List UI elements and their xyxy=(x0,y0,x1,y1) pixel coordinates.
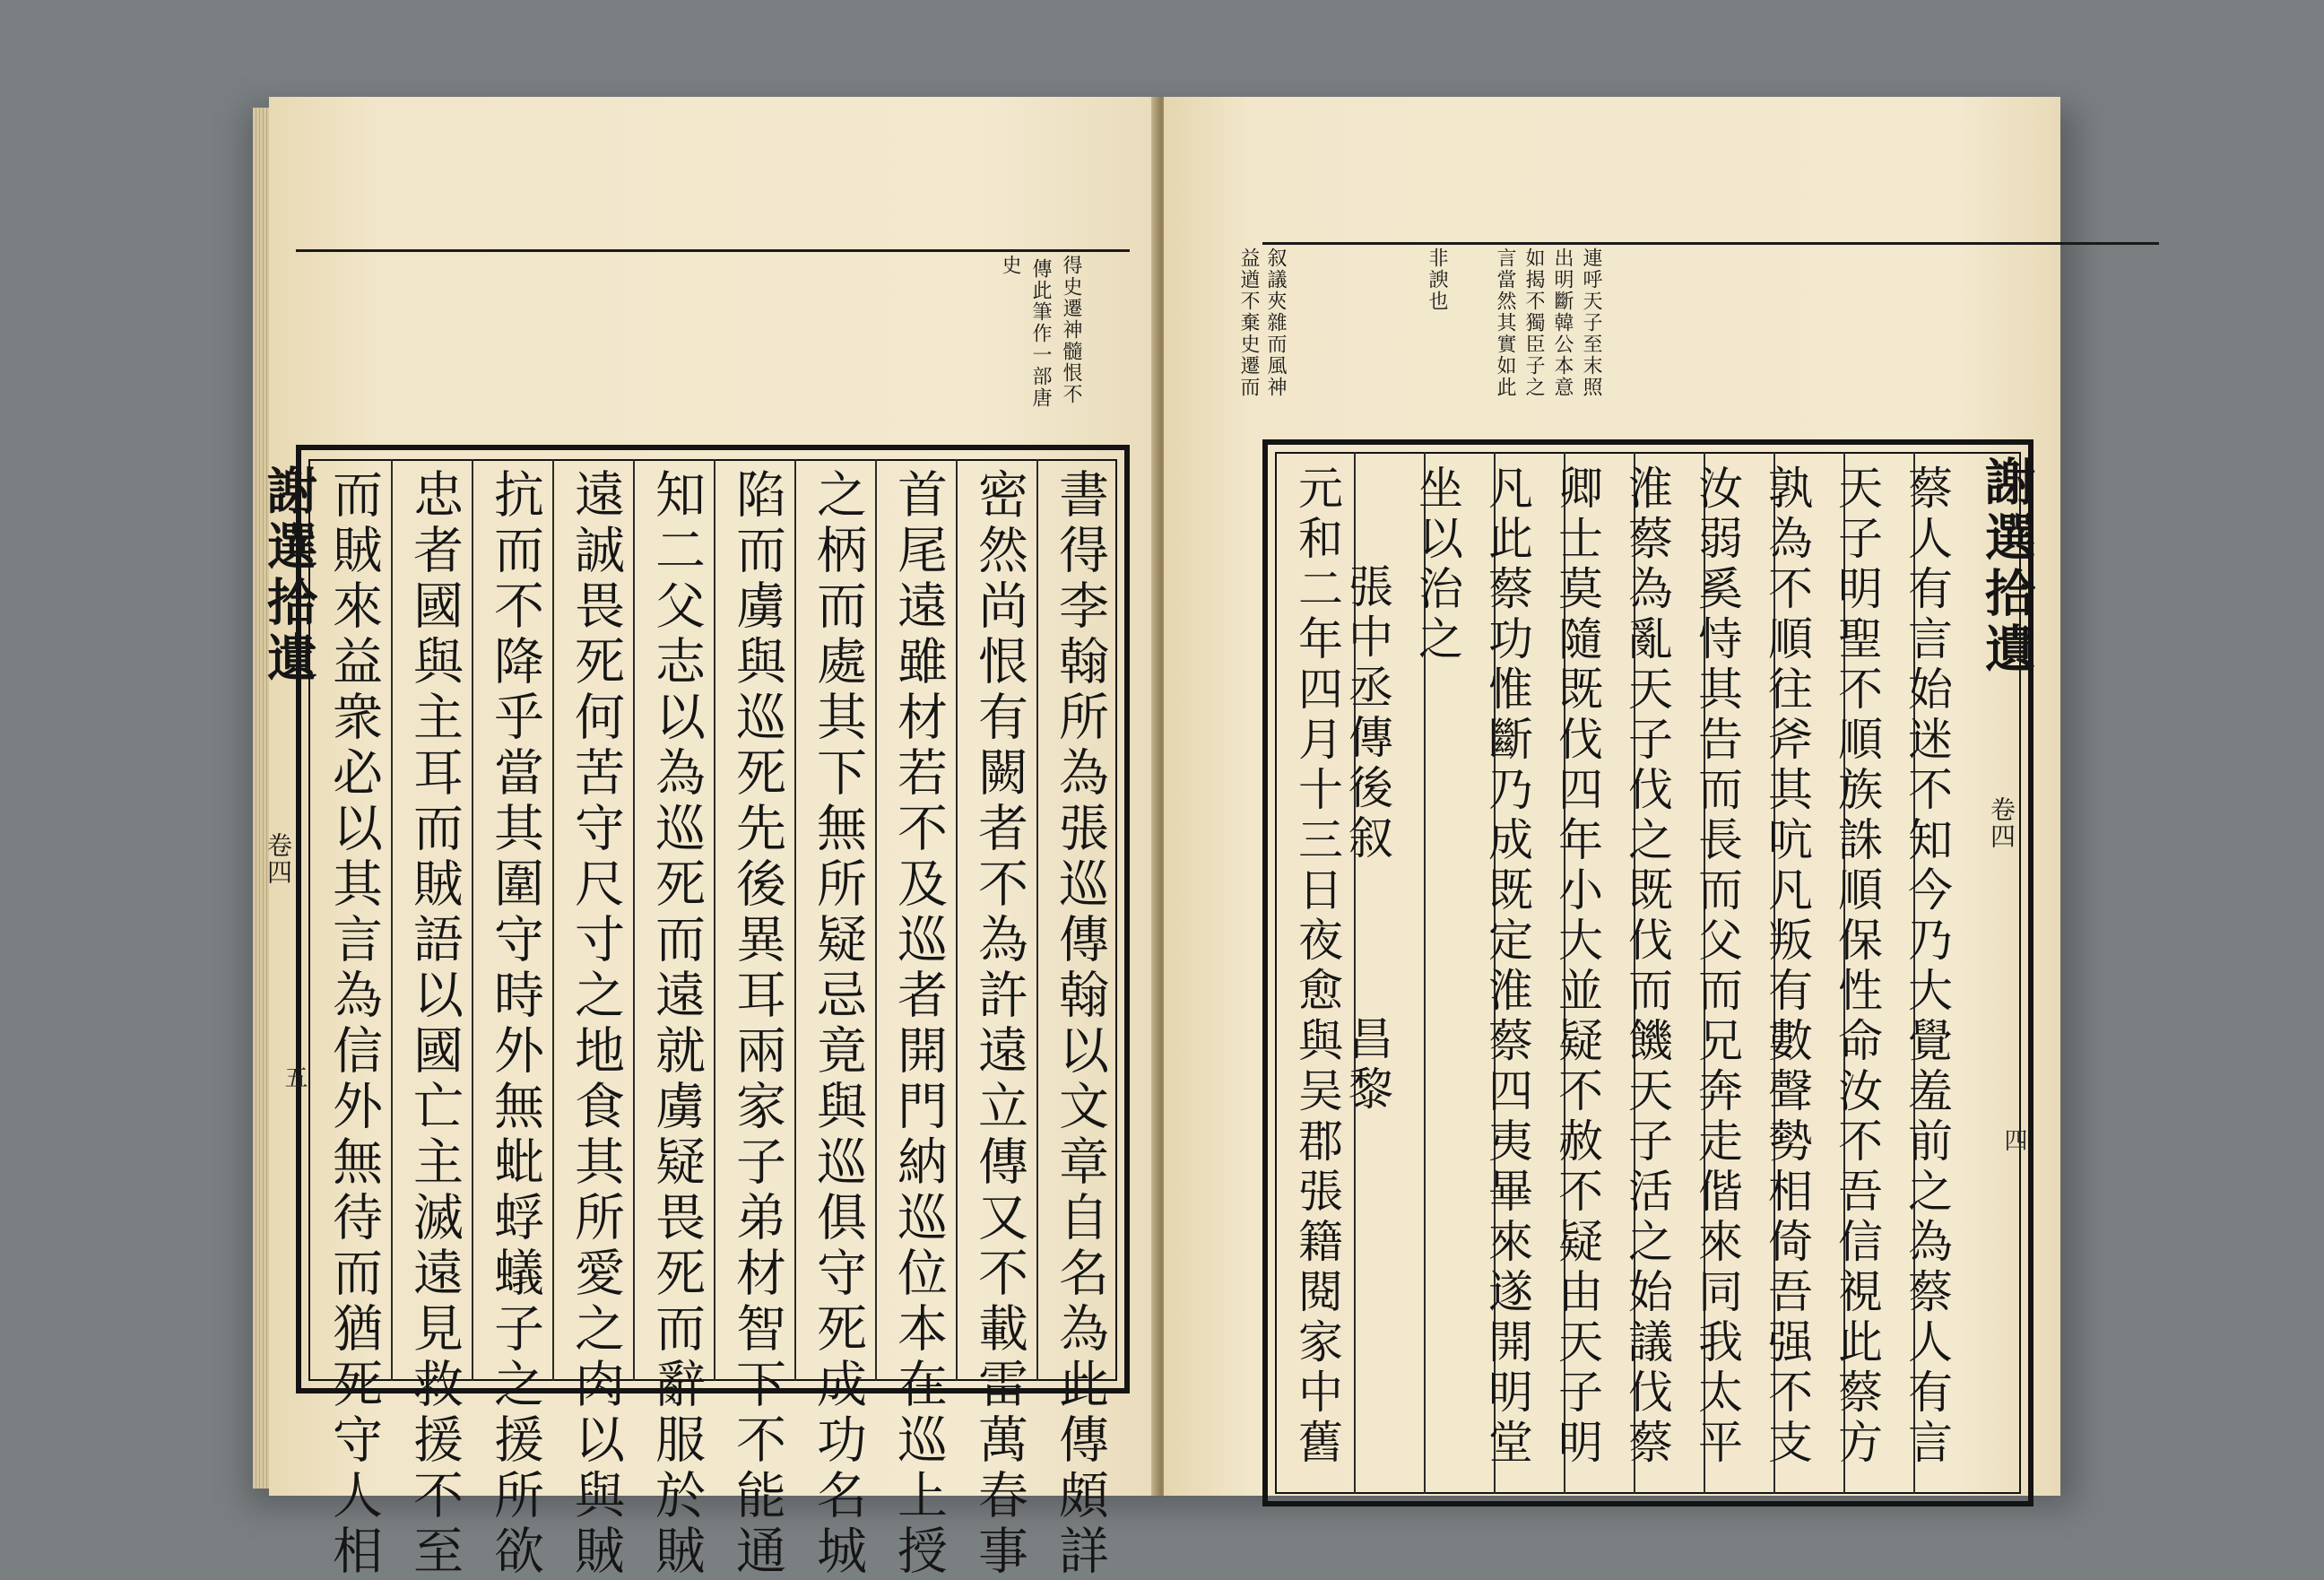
volume-label: 卷四 xyxy=(1987,796,2016,850)
text-column: 知二父志以為巡死而遠就虜疑畏死而辭服於賊 xyxy=(647,468,706,1580)
page-number: 五 xyxy=(281,1065,308,1089)
head-note: 非諛也 xyxy=(1426,247,1448,312)
head-note: 連呼天子至末照 xyxy=(1580,247,1602,398)
head-note: 益遒不棄史遷而 xyxy=(1237,247,1260,398)
head-note: 言當然其實如此 xyxy=(1494,247,1516,398)
head-note: 出明斷韓公本意 xyxy=(1551,247,1574,398)
text-column: 汝弱奚恃其告而長而父而兄奔走偕來同我太平 xyxy=(1691,464,1743,1469)
text-column: 抗而不降乎當其圍守時外無蚍蜉蟻子之援所欲 xyxy=(486,468,544,1580)
text-column: 書得李翰所為張巡傳翰以文章自名為此傳頗詳 xyxy=(1051,468,1109,1580)
text-column: 遠誠畏死何苦守尺寸之地食其所愛之肉以與賊 xyxy=(567,468,625,1580)
left-page xyxy=(259,97,1157,1580)
text-column: 凡此蔡功惟斷乃成既定淮蔡四夷畢來遂開明堂 xyxy=(1481,464,1533,1469)
margin-title: 謝選拾遺 xyxy=(1977,456,2036,678)
head-rule xyxy=(296,249,1130,252)
volume-label: 卷四 xyxy=(264,832,293,886)
text-column: 天子明聖不順族誅順保性命汝不吾信視此蔡方 xyxy=(1831,464,1883,1469)
text-column: 元和二年四月十三日夜愈與吴郡張籍閱家中舊 xyxy=(1291,464,1343,1469)
text-column: 蔡人有言始迷不知今乃大覺羞前之為蔡人有言 xyxy=(1901,464,1953,1469)
text-column: 孰為不順往斧其吭凡叛有數聲勢相倚吾强不支 xyxy=(1761,464,1813,1469)
head-note: 如揭不獨臣子之 xyxy=(1522,247,1545,398)
text-column: 淮蔡為亂天子伐之既伐而饑天子活之始議伐蔡 xyxy=(1621,464,1673,1469)
text-column: 忠者國與主耳而賊語以國亡主滅遠見救援不至 xyxy=(405,468,464,1580)
head-note: 叙議夾雜而風神 xyxy=(1264,247,1287,398)
text-column: 陷而虜與巡死先後異耳兩家子弟材智下不能通 xyxy=(728,468,786,1580)
text-column: 首尾遠雖材若不及巡者開門納巡位本在巡上授 xyxy=(889,468,948,1580)
head-rule xyxy=(1262,242,2159,245)
right-page xyxy=(1164,97,2060,1496)
text-column: 卿士莫隨既伐四年小大並疑不赦不疑由天子明 xyxy=(1551,464,1603,1469)
text-column: 之柄而處其下無所疑忌竟與巡俱守死成功名城 xyxy=(809,468,867,1580)
page-number: 四 xyxy=(2000,1128,2027,1151)
head-note: 史 xyxy=(999,255,1021,276)
head-note: 傳此筆作一部唐 xyxy=(1029,258,1052,409)
head-note: 得史遷神髓恨不 xyxy=(1060,255,1082,405)
text-column: 坐以治之 xyxy=(1411,464,1463,665)
text-column: 而賊來益衆必以其言為信外無待而猶死守人相 xyxy=(325,468,383,1580)
text-column: 密然尚恨有闕者不為許遠立傳又不載雷萬春事 xyxy=(970,468,1028,1580)
text-column: 張中丞傳後叙 昌黎 xyxy=(1341,563,1393,1116)
margin-title: 謝選拾遺 xyxy=(259,464,318,687)
